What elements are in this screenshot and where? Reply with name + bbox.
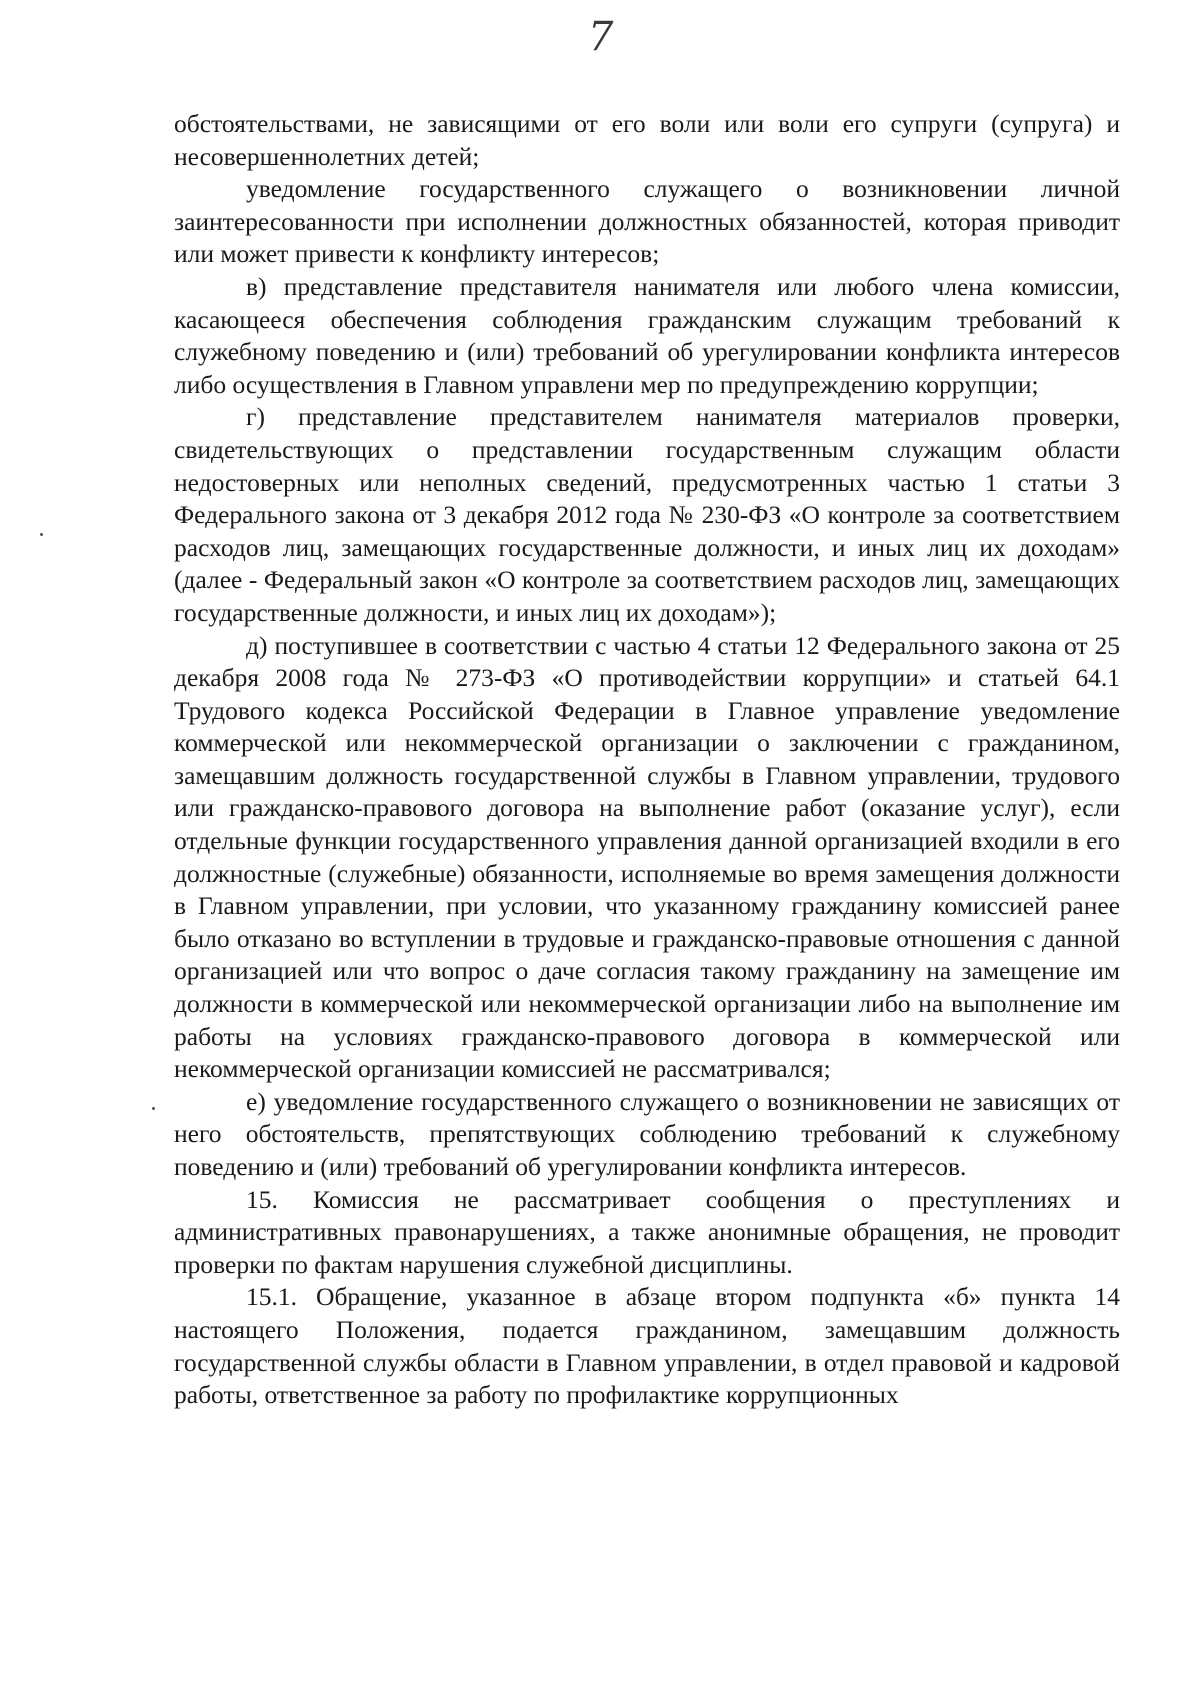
paragraph-notification-interest: уведомление государственного служащего о возникновении личной заинтересованности при исполнении должностных обязанностей, которая приводит или может привести к конфликту интересов; (174, 174, 1120, 269)
paragraph-item-d: д) поступившее в соответствии с частью 4 статьи 12 Федерального закона от 25 декабря 2008 года № 273-ФЗ «О противодействии коррупции» и статьей 64.1 Трудового кодекса Российской Федерации в Главное управление уведомление коммерческой или некоммерческой организации о заключении с гражданином, замещавшим должность государственной службы в Главном управлении, трудового или гражданско-правового договора на выполнение работ (оказание услуг), если отдельные функции государственного управления данной организацией входили в его должностные (служебные) обязанности, исполняемые во время замещения должности в Главном управлении, при условии, что указанному гражданину комиссией ранее было отказано во вступлении в трудовые и гражданско-правовые отношения с данной организацией или что вопрос о даче согласия такому гражданину на замещение им должности в коммерческой или некоммерческой организации либо на выполнение им работы на условиях гражданско-правового договора в коммерческой или некоммерческой организации комиссией не рассматривался; (174, 630, 1120, 1084)
page-number: 7 (588, 14, 614, 60)
paragraph-item-v: в) представление представителя нанимателя или любого члена комиссии, касающееся обеспечения соблюдения гражданским служащим требований к служебному поведению и (или) требований об урегулировании конфликта интересов либо осуществления в Главном управлени мер по предупреждению коррупции; (174, 271, 1120, 399)
document-body (174, 108, 1120, 1412)
paragraph-15-1: 15.1. Обращение, указанное в абзаце втором подпункта «б» пункта 14 настоящего Положения, подается гражданином, замещавшим должность государственной службы области в Главном управлении, в отдел правовой и кадровой работы, ответственное за работу по профилактике коррупционных (174, 1282, 1120, 1410)
paragraph-continuation: обстоятельствами, не зависящими от его воли или воли его супруги (супруга) и несовершеннолетних детей; (174, 109, 1120, 171)
scan-speck (40, 533, 43, 536)
paragraph-item-e: е) уведомление государственного служащего о возникновении не зависящих от него обстоятельств, препятствующих соблюдению требований к служебному поведению и (или) требований об урегулировании конфликта интересов. (174, 1086, 1120, 1181)
paragraph-15: 15. Комиссия не рассматривает сообщения о преступлениях и административных правонарушениях, а также анонимные обращения, не проводит проверки по фактам нарушения служебной дисциплины. (174, 1184, 1120, 1279)
paragraph-item-g: г) представление представителем нанимателя материалов проверки, свидетельствующих о представлении государственным служащим области недостоверных или неполных сведений, предусмотренных частью 1 статьи 3 Федерального закона от 3 декабря 2012 года № 230-ФЗ «О контроле за соответствием расходов лиц, замещающих государственные должности, и иных лиц их доходам» (далее - Федеральный закон «О контроле за соответствием расходов лиц, замещающих государственные должности, и иных лиц их доходам»); (174, 402, 1120, 627)
scan-speck (152, 1107, 155, 1110)
